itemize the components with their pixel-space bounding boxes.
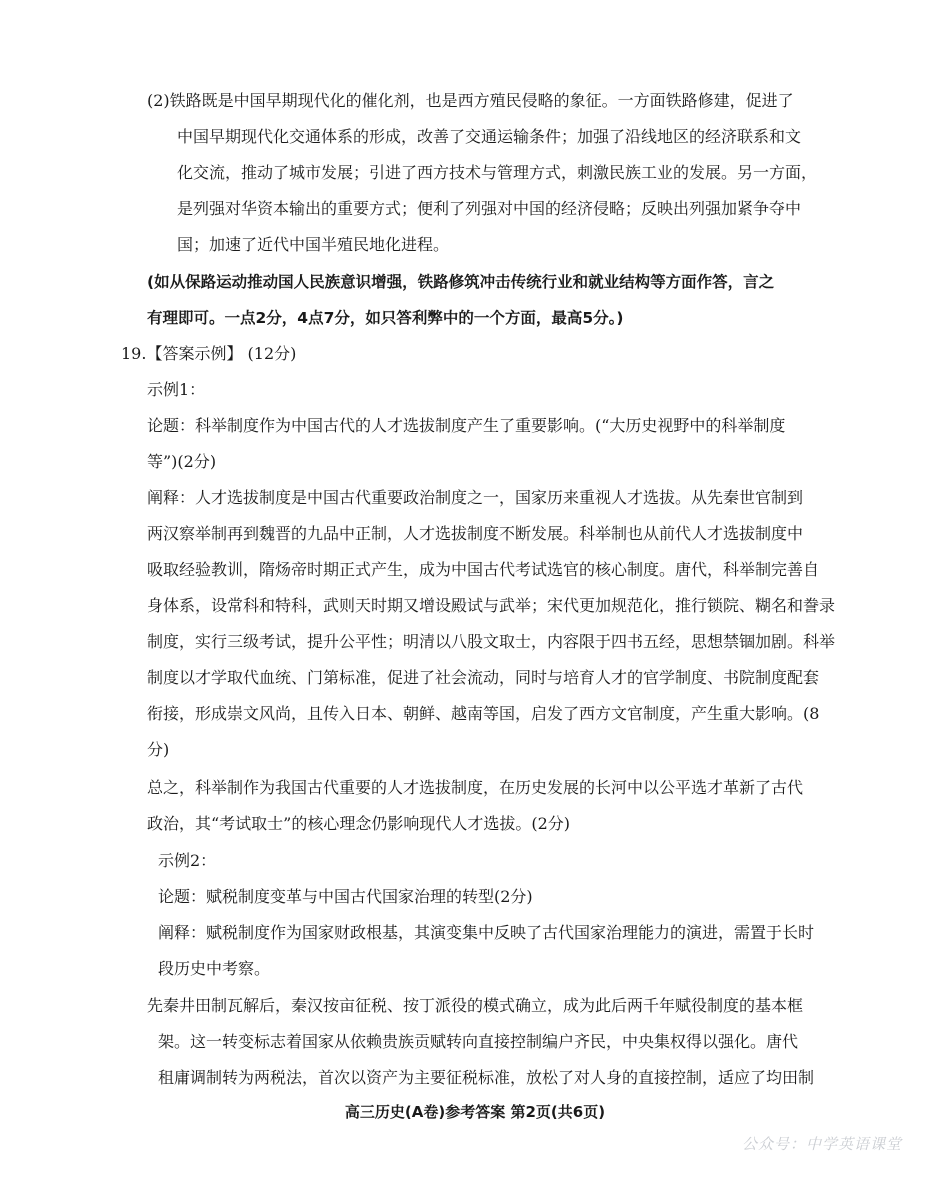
explain-line: 吸取经验教训，隋炀帝时期正式产生，成为中国古代考试选官的核心制度。唐代，科举制完善自: [147, 560, 820, 579]
topic-line: 等”)(2分): [147, 452, 217, 471]
text-line: 国；加速了近代中国半殖民地化进程。: [177, 235, 450, 254]
page-footer: 高三历史(A卷)参考答案 第2页(共6页): [344, 1103, 606, 1121]
text-line: (2)铁路既是中国早期现代化的催化剂，也是西方殖民侵略的象征。一方面铁路修建，促进了: [147, 91, 794, 110]
note-line: 有理即可。一点2分，4点7分，如只答利弊中的一个方面，最高5分。): [147, 309, 624, 327]
explain-line: 制度以才学取代血统、门第标准，促进了社会流动，同时与培育人才的官学制度、书院制度配套: [147, 668, 820, 687]
summary-line: 政治，其“考试取士”的核心理念仍影响现代人才选拔。(2分): [147, 814, 571, 833]
explain-line: 阐释：赋税制度作为国家财政根基，其演变集中反映了古代国家治理能力的演进，需置于长时: [158, 923, 815, 942]
topic-line: 论题：赋税制度变革与中国古代国家治理的转型(2分): [158, 887, 533, 906]
summary-line: 总之，科举制作为我国古代重要的人才选拔制度，在历史发展的长河中以公平选才革新了古代: [147, 778, 804, 797]
explain-line: 制度，实行三级考试，提升公平性；明清以八股文取士，内容限于四书五经，思想禁锢加剧。科举: [147, 632, 836, 651]
text-line: 中国早期现代化交通体系的形成，改善了交通运输条件；加强了沿线地区的经济联系和文: [177, 127, 802, 146]
text-line: 化交流，推动了城市发展；引进了西方技术与管理方式，刺激民族工业的发展。另一方面，: [177, 163, 818, 182]
para-line: 架。这一转变标志着国家从依赖贵族贡赋转向直接控制编户齐民，中央集权得以强化。唐代: [158, 1032, 799, 1051]
note-line: (如从保路运动推动国人民族意识增强，铁路修筑冲击传统行业和就业结构等方面作答，言之: [147, 273, 775, 291]
explain-line: 两汉察举制再到魏晋的九品中正制，人才选拔制度不断发展。科举制也从前代人才选拔制度中: [147, 524, 804, 543]
para-line: 租庸调制转为两税法，首次以资产为主要征税标准，放松了对人身的直接控制，适应了均田制: [158, 1068, 815, 1087]
explain-line: 衔接，形成崇文风尚，且传入日本、朝鲜、越南等国，启发了西方文官制度，产生重大影响。(8: [147, 704, 820, 723]
watermark: 公众号：中学英语课堂: [741, 1135, 902, 1153]
para-line: 先秦井田制瓦解后，秦汉按亩征税、按丁派役的模式确立，成为此后两千年赋役制度的基本框: [147, 996, 804, 1015]
explain-line: 阐释：人才选拔制度是中国古代重要政治制度之一，国家历来重视人才选拔。从先秦世官制到: [147, 488, 804, 507]
text-line: 是列强对华资本输出的重要方式；便利了列强对中国的经济侵略；反映出列强加紧争夺中: [177, 199, 802, 218]
example-label: 示例1：: [147, 380, 206, 399]
example-label: 示例2：: [158, 851, 217, 870]
explain-line: 段历史中考察。: [158, 959, 271, 978]
q19-header: 19.【答案示例】 (12分): [121, 344, 297, 363]
explain-line: 身体系，设常科和特科，武则天时期又增设殿试与武举；宋代更加规范化，推行锁院、糊名和誊录: [147, 596, 836, 615]
topic-line: 论题：科举制度作为中国古代的人才选拔制度产生了重要影响。(“大历史视野中的科举制度: [147, 416, 786, 435]
explain-line: 分): [147, 740, 170, 759]
